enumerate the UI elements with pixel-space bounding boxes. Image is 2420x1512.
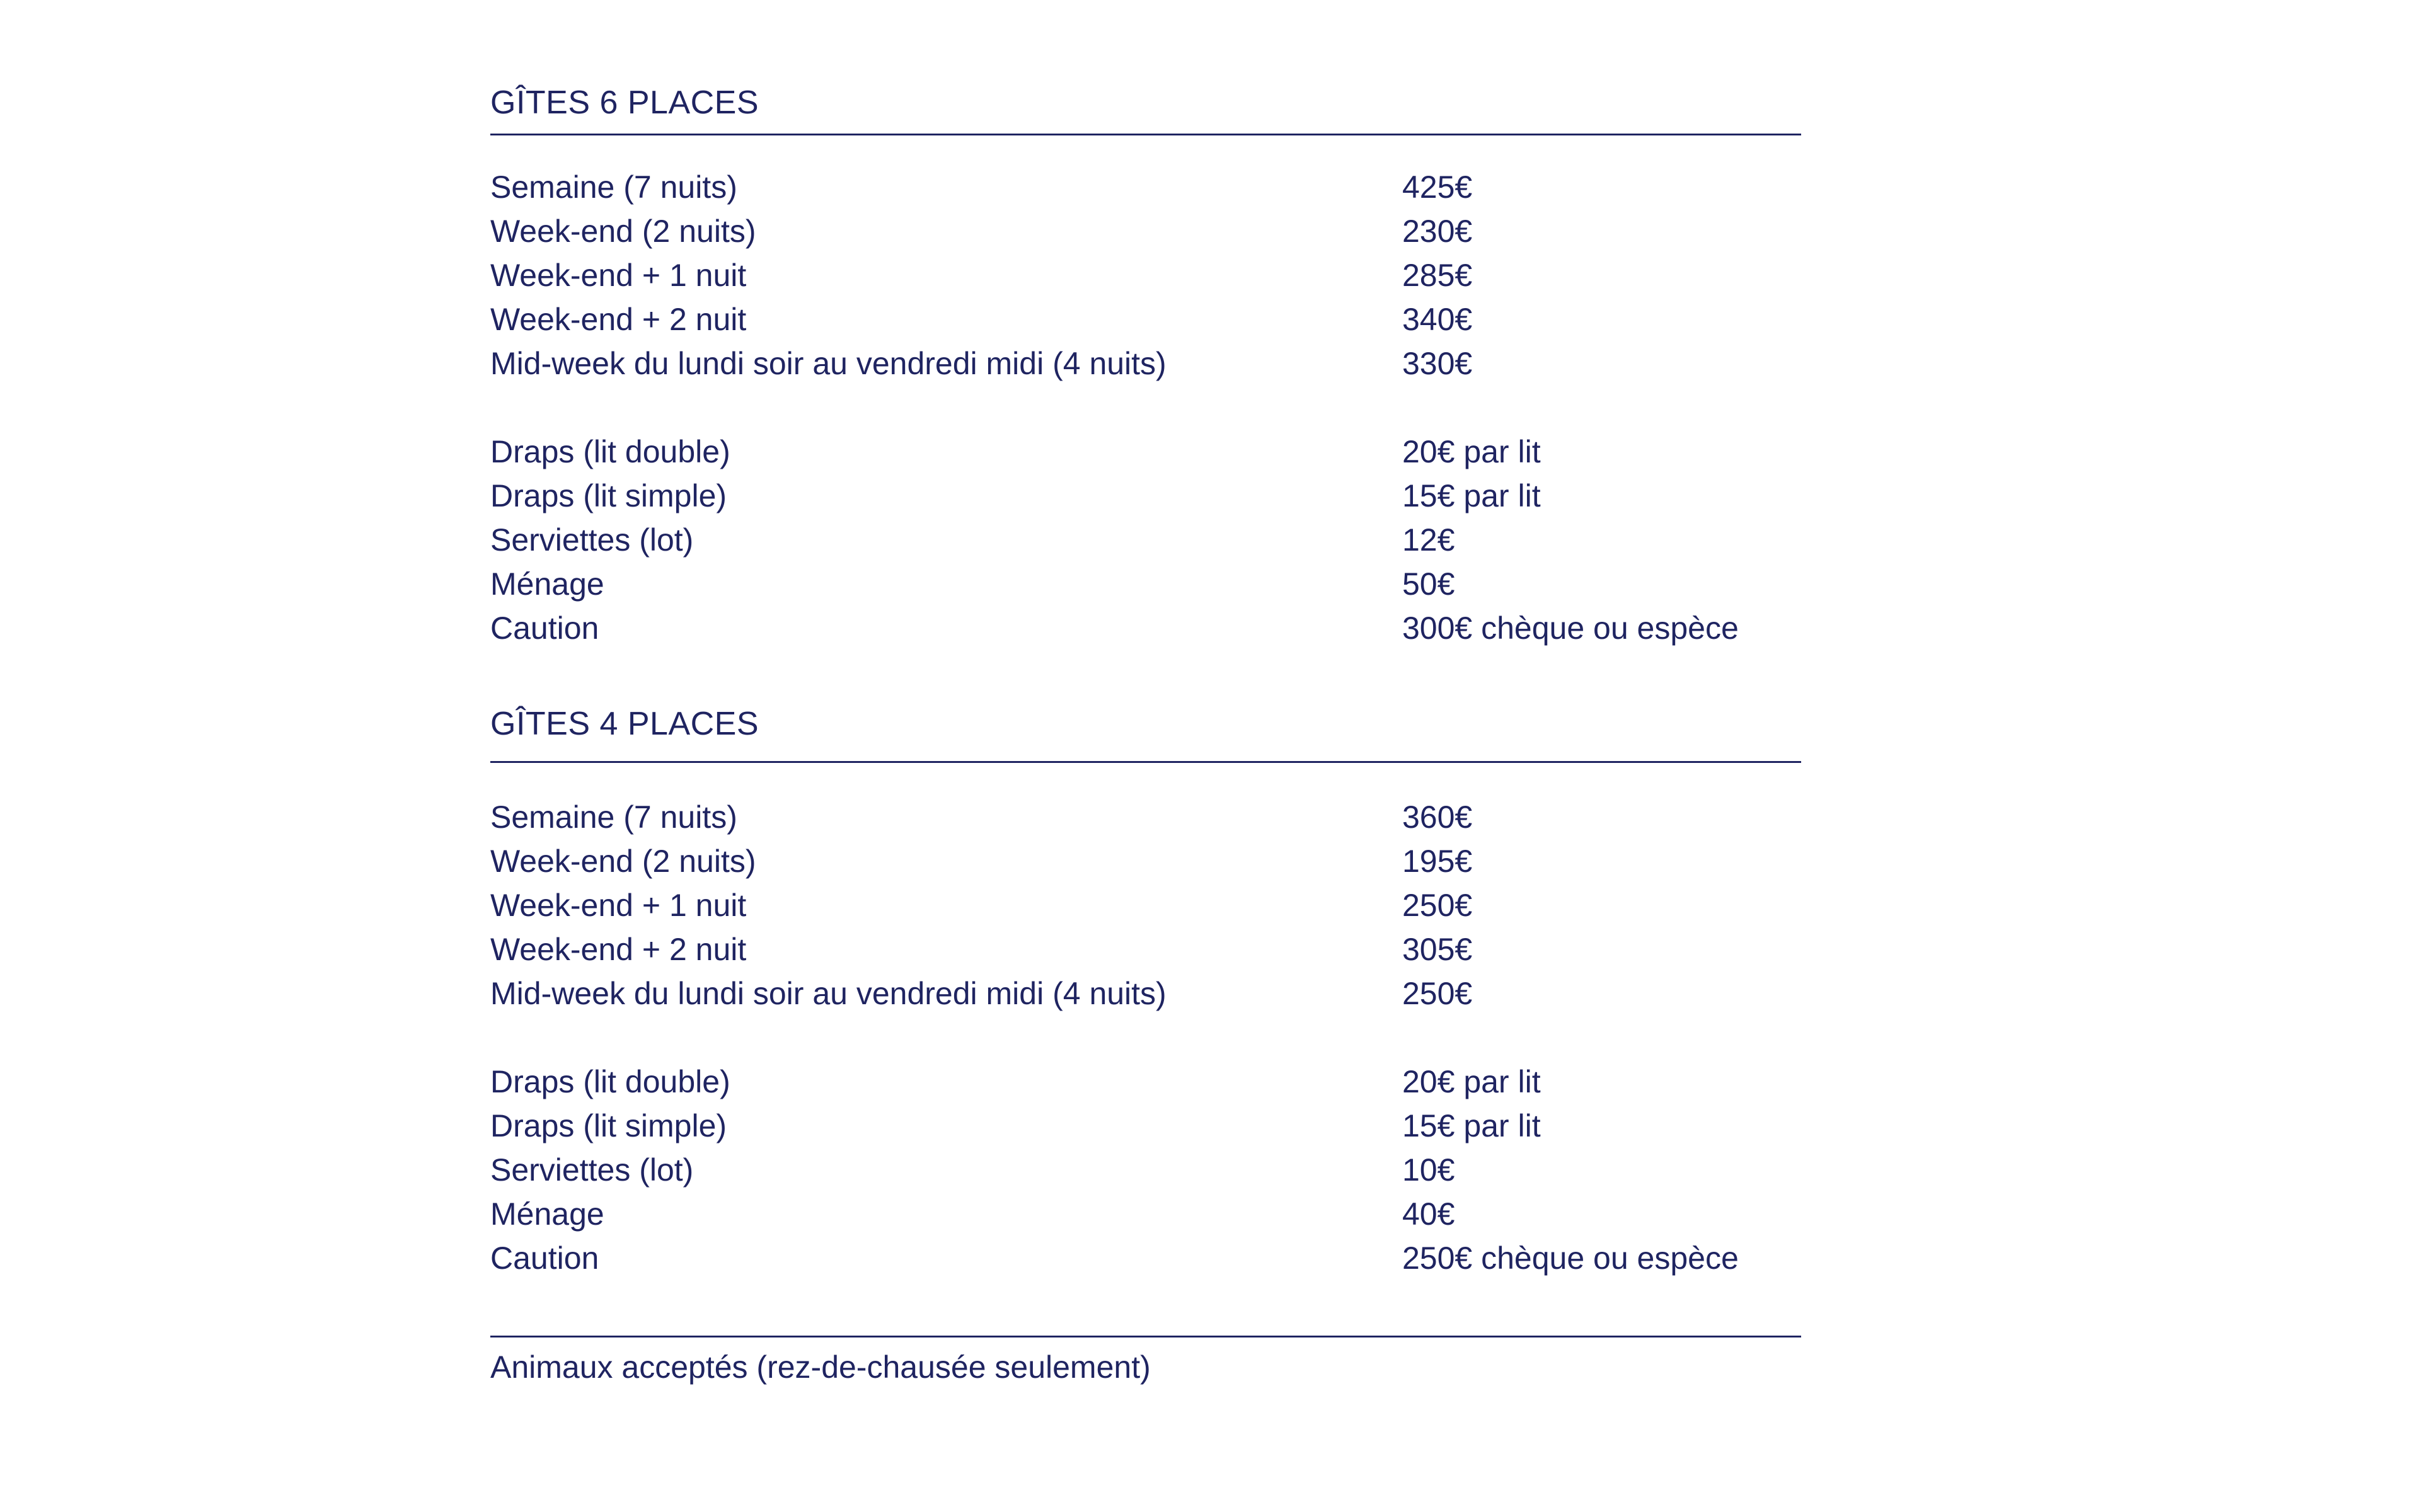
rate-row bbox=[490, 883, 1801, 927]
rate-row bbox=[490, 839, 1801, 883]
rate-label: Week-end + 2 nuit bbox=[490, 932, 747, 967]
extra-row bbox=[490, 1060, 1801, 1104]
extra-label: Serviettes (lot) bbox=[490, 1152, 694, 1188]
rate-label: Week-end + 2 nuit bbox=[490, 302, 747, 337]
pricing-page bbox=[490, 0, 1801, 1512]
extra-label: Caution bbox=[490, 1240, 599, 1276]
rate-row bbox=[490, 795, 1801, 839]
extra-row bbox=[490, 1192, 1801, 1236]
extra-row bbox=[490, 518, 1801, 562]
rate-label: Semaine (7 nuits) bbox=[490, 799, 737, 835]
extra-price: 300€ chèque ou espèce bbox=[1402, 610, 1739, 646]
extra-label: Draps (lit simple) bbox=[490, 478, 727, 513]
extra-price: 12€ bbox=[1402, 522, 1455, 558]
rate-label: Mid-week du lundi soir au vendredi midi (4 nuits) bbox=[490, 976, 1167, 1011]
extra-row bbox=[490, 474, 1801, 518]
rate-price: 250€ bbox=[1402, 888, 1473, 923]
pets-policy-note: Animaux acceptés (rez-de-chausée seulement) bbox=[490, 1349, 1151, 1385]
rate-row bbox=[490, 927, 1801, 971]
extra-row bbox=[490, 1236, 1801, 1280]
rate-price: 250€ bbox=[1402, 976, 1473, 1011]
extra-row bbox=[490, 1148, 1801, 1192]
extra-label: Ménage bbox=[490, 1196, 604, 1232]
extra-label: Caution bbox=[490, 610, 599, 646]
section-divider bbox=[490, 134, 1801, 135]
section-divider bbox=[490, 761, 1801, 763]
extra-price: 250€ chèque ou espèce bbox=[1402, 1240, 1739, 1276]
rate-row bbox=[490, 297, 1801, 341]
rate-label: Week-end + 1 nuit bbox=[490, 888, 747, 923]
extra-label: Draps (lit simple) bbox=[490, 1108, 727, 1143]
rate-price: 330€ bbox=[1402, 346, 1473, 381]
rate-label: Week-end (2 nuits) bbox=[490, 214, 756, 249]
extra-label: Ménage bbox=[490, 566, 604, 602]
rate-label: Week-end + 1 nuit bbox=[490, 258, 747, 293]
rate-row bbox=[490, 165, 1801, 209]
extra-price: 40€ bbox=[1402, 1196, 1455, 1232]
extra-price: 10€ bbox=[1402, 1152, 1455, 1188]
rate-price: 230€ bbox=[1402, 214, 1473, 249]
section-title-gites-6-places: GÎTES 6 PLACES bbox=[490, 84, 759, 121]
rate-label: Week-end (2 nuits) bbox=[490, 844, 756, 879]
rate-price: 340€ bbox=[1402, 302, 1473, 337]
extra-price: 20€ par lit bbox=[1402, 1064, 1541, 1099]
extra-price: 15€ par lit bbox=[1402, 1108, 1541, 1143]
extra-label: Draps (lit double) bbox=[490, 1064, 730, 1099]
footer-divider bbox=[490, 1336, 1801, 1337]
rate-price: 305€ bbox=[1402, 932, 1473, 967]
extra-price: 20€ par lit bbox=[1402, 434, 1541, 469]
rate-price: 195€ bbox=[1402, 844, 1473, 879]
rate-label: Mid-week du lundi soir au vendredi midi (4 nuits) bbox=[490, 346, 1167, 381]
extra-row bbox=[490, 562, 1801, 606]
rate-label: Semaine (7 nuits) bbox=[490, 169, 737, 205]
extra-row bbox=[490, 1104, 1801, 1148]
rate-price: 360€ bbox=[1402, 799, 1473, 835]
extra-row bbox=[490, 606, 1801, 650]
extra-price: 50€ bbox=[1402, 566, 1455, 602]
section-title-gites-4-places: GÎTES 4 PLACES bbox=[490, 706, 759, 742]
rate-row bbox=[490, 341, 1801, 386]
rate-price: 285€ bbox=[1402, 258, 1473, 293]
extra-label: Serviettes (lot) bbox=[490, 522, 694, 558]
rate-price: 425€ bbox=[1402, 169, 1473, 205]
rate-row bbox=[490, 971, 1801, 1016]
rate-row bbox=[490, 253, 1801, 297]
rate-row bbox=[490, 209, 1801, 253]
extra-label: Draps (lit double) bbox=[490, 434, 730, 469]
extra-price: 15€ par lit bbox=[1402, 478, 1541, 513]
extra-row bbox=[490, 430, 1801, 474]
